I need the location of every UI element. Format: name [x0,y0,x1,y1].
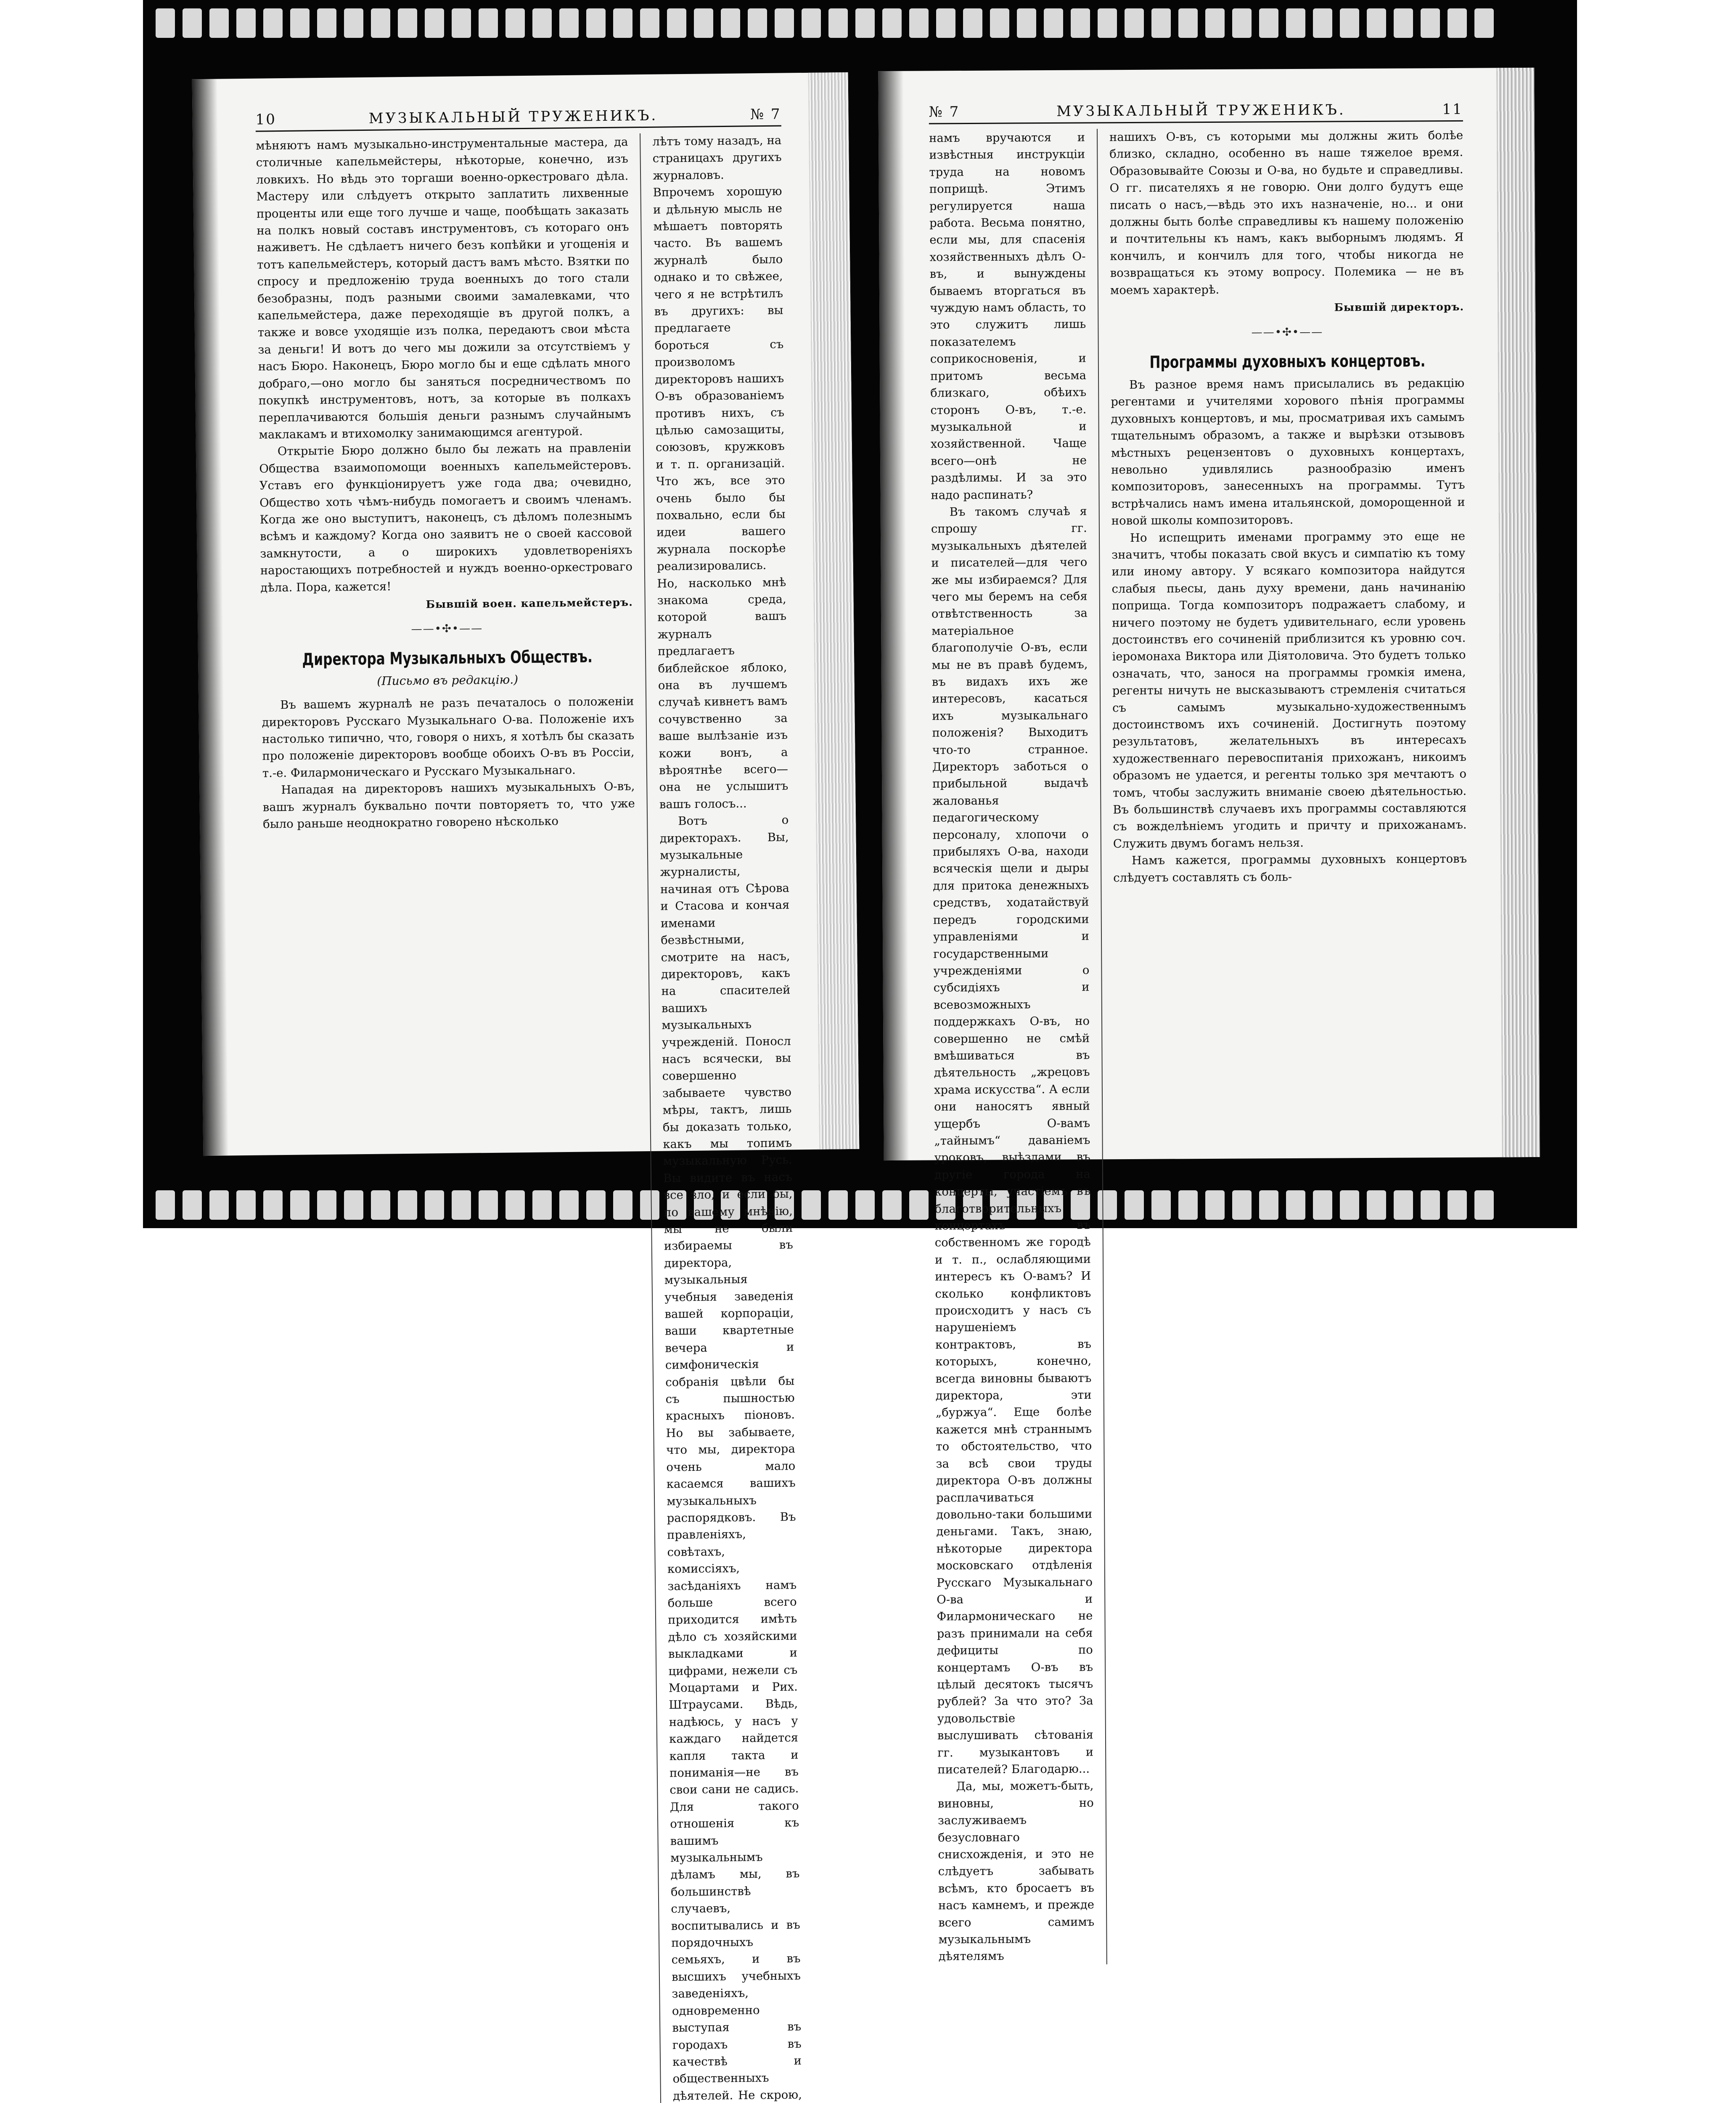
gutter-shadow [878,71,909,1160]
paragraph: Намъ кажется, программы духовныхъ концертовъ слѣдуетъ составлять съ боль- [1113,852,1467,885]
paragraph: Вотъ о директорахъ. Вы, музыкальные журналисты, начиная отъ Сѣрова и Стасова и кончая именами безвѣстными, смотрите на насъ, директоровъ, какъ на спасителей вашихъ музыкальныхъ учрежденій. Поносл насъ всячески, вы совершенно забываете чувство мѣры, тактъ, лишь бы доказать только, какъ мы топимъ музыкальную Русь. Вы видите въ насъ все зло, и если бы, по вашему мнѣнію, мы не были избираемы въ директора, музыкальныя учебныя заведенія вашей корпораціи, ваши квартетные вечера и симфоническія собранія цвѣли бы съ пышностью красныхъ піоновъ. Но вы забываете, что мы, директора очень мало касаемся вашихъ музыкальныхъ распорядковъ. Въ правленіяхъ, совѣтахъ, комиссіяхъ, засѣданіяхъ намъ больше всего приходится имѣть дѣло съ хозяйскими выкладками и цифрами, нежели съ Моцартами и Рих. Штраусами. Вѣдь, надѣюсь, у насъ у каждаго найдется капля такта и пониманія—не въ свои сани не садись. Для такого отношенія къ вашимъ музыкальнымъ дѣламъ мы, въ большинствѣ случаевъ, воспитывались и въ порядочныхъ семьяхъ, и въ высшихъ учебныхъ заведеніяхъ, одновременно выступая въ городахъ въ качествѣ и общественныхъ дѣятелей. Не скрою, [659,813,802,2103]
section-ornament: ——•✣•—— [1251,326,1323,339]
column-2 [652,132,805,2103]
journal-title: МУЗЫКАЛЬНЫЙ ТРУЖЕНИКЪ. [1056,101,1346,120]
issue-number: № 7 [750,106,781,123]
right-page [878,68,1540,1963]
article-subtitle: (Письмо въ редакцію.) [377,672,519,688]
article-signature: Бывшій воен. капельмейстеръ. [426,596,633,611]
page-number: 11 [1442,101,1463,118]
article-title: Программы духовныхъ концертовъ. [1149,351,1426,372]
paragraph: Но испещрить именами программу это еще не значитъ, чтобы показать свой вкусъ и симпатію къ тому или иному автору. У всякаго композитора найдутся слабыя пьесы, дань духу времени, дань начинанію поприща. Тогда композиторъ подражаетъ слабому, и ничего поэтому не будетъ удивительнаго, если уровень достоинствъ его сочиненій приблизится къ уровню соч. іеромонаха Виктора или Діятоловича. Это будетъ только означать, что, занося на программы громкія имена, регенты ничуть не высказываютъ стремленія считаться съ самымъ музыкально-художественнымъ достоинствомъ ихъ сочиненій. Достигнуть поэтому результатовъ, желательныхъ въ интересахъ художественнаго перевоспитанія прихожанъ, никоимъ образомъ не удается, и регенты только зря мечтаютъ о томъ, чтобы заслужить вниманіе своею дѣятельностью. Въ большинствѣ случаевъ ихъ программы составляются съ вожделѣніемъ угодить и причту и прихожанамъ. Служить двумъ богамъ нельзя. [1111,529,1467,851]
section-ornament: ——•✣•—— [411,622,483,636]
column-1 [929,129,1095,1965]
journal-title: МУЗЫКАЛЬНЫЙ ТРУЖЕНИКЪ. [368,107,658,127]
running-head [255,98,781,132]
column-2 [1109,127,1473,1964]
column-1 [256,133,651,2103]
paragraph: нашихъ О-въ, съ которыми мы должны жить болѣе близко, складно, особенно въ наше тяжелое время. Образовывайте Союзы и О-ва, но будьте и справедливы. О гг. писателяхъ я не говорю. Они долго будутъ еще писать о насъ,—вѣдь это ихъ назначеніе, но... и они должны быть болѣе справедливы къ нашему положенію и почтительны къ намъ, какъ выборнымъ людямъ. Я кончилъ, и кончилъ для того, чтобы никогда не возвращаться къ этому вопросу. Полемика — не въ моемъ характерѣ. [1109,128,1464,297]
paragraph: Въ разное время намъ присылались въ редакцію регентами и учителями хорового пѣнія программы духовныхъ концертовъ, и мы, просматривая ихъ самымъ тщательнымъ образомъ, а также и вырѣзки отзывовъ мѣстныхъ рецензентовъ о духовныхъ концертахъ, невольно удивлялись разнообразію именъ композиторовъ, занесенныхъ на программы. Тутъ встрѣчались намъ имена итальянской, доморощенной и новой школы композиторовъ. [1111,376,1465,528]
issue-number: № 7 [929,103,960,121]
paragraph: Въ вашемъ журналѣ не разъ печаталось о положеніи директоровъ Русскаго Музыкальнаго О-ва. Положеніе ихъ настолько типично, что, говоря о нихъ, я хотѣлъ бы сказать про положеніе директоровъ вообще обоихъ О-въ въ Россіи, т.-е. Филармоническаго и Русскаго Музыкальнаго. [262,694,635,780]
film-perforations-top [143,0,1577,46]
article-signature: Бывшій директоръ. [1334,300,1464,314]
page-number: 10 [255,111,277,128]
paragraph: Нападая на директоровъ нашихъ музыкальныхъ О-въ, вашъ журналъ буквально почти повторяетъ то, что уже было раньше неоднократно говорено нѣсколько [262,779,635,831]
running-head [929,93,1463,124]
paragraph: лѣтъ тому назадъ, на страницахъ другихъ журналовъ. Впрочемъ хорошую и дѣльную мысль не мѣшаетъ повторять часто. Въ вашемъ журналѣ было однако и то свѣжее, чего я не встрѣтилъ въ другихъ: вы предлагаете бороться съ произволомъ директоровъ нашихъ О-въ образованіемъ противъ нихъ, съ цѣлью самозащиты, союзовъ, кружковъ и т. п. организацій. Что жъ, все это очень было бы похвально, если бы идеи вашего журнала поскорѣе реализировались. Но, насколько мнѣ знакома среда, которой вашъ журналъ предлагаетъ библейское яблоко, она въ лучшемъ случаѣ кивнетъ вамъ сочувственно за ваше вылѣзаніе изъ кожи вонъ, а вѣроятнѣе всего—она не услышитъ вашъ голосъ... [652,133,789,811]
paragraph: намъ вручаются и извѣстныя инструкціи труда на новомъ поприщѣ. Этимъ регулируется наша работа. Весьма понятно, если мы, для спасенія хозяйственныхъ дѣлъ О-въ, и вынуждены бываемъ вторгаться въ чуждую намъ область, то это служитъ лишь показателемъ соприкосновенія, и притомъ весьма близкаго, обѣихъ сторонъ О-въ, т.-е. музыкальной и хозяйственной. Чаще всего—онѣ не раздѣлимы. И за это надо распинать? [929,130,1087,502]
column-divider [1097,129,1107,1964]
article-title: Директора Музыкальныхъ Обществъ. [302,647,593,670]
left-page [192,72,860,2103]
paragraph: Въ такомъ случаѣ я спрошу гг. музыкальныхъ дѣятелей и писателей—для чего же мы избираемся? Для чего мы беремъ на себя отвѣтственность за матеріальное благополучіе О-въ, если мы не въ правѣ будемъ, въ видахъ ихъ же интересовъ, касаться ихъ музыкальнаго положенія? Выходитъ что-то странное. Директоръ заботься о прибыльной выдачѣ жалованья педагогическому персоналу, хлопочи о прибыляхъ О-ва, находи всяческія щели и дыры для притока денежныхъ средствъ, ходатайствуй передъ городскими управленіями и государственными учрежденіями о субсидіяхъ и всевозможныхъ поддержкахъ О-въ, но совершенно не смѣй вмѣшиваться въ дѣятельность „жрецовъ храма искусства“. А если они наносятъ явный ущербъ О-вамъ „тайнымъ“ даваніемъ уроковъ, выѣздами въ другіе города на концерты, участіемъ въ благотворительныхъ концертахъ въ собственномъ же городѣ и т. п., ослабляющими интересъ къ О-вамъ? И сколько конфликтовъ происходитъ у насъ съ нарушеніемъ контрактовъ, въ которыхъ, конечно, всегда виновны бываютъ директора, эти „буржуа“. Еще болѣе кажется мнѣ страннымъ то обстоятельство, что за всѣ свои труды директора О-въ должны расплачиваться довольно-таки большими деньгами. Такъ, знаю, нѣкоторые директора московскаго отдѣленія Русскаго Музыкальнаго О-ва и Филармоническаго не разъ принимали на себя дефициты по концертамъ О-въ въ цѣлый десятокъ тысячъ рублей? За что это? За удовольствіе выслушивать сѣтованія гг. музыкантовъ и писателей? Благодарю... [931,504,1094,1777]
text-columns [256,132,805,2103]
paragraph: Открытіе Бюро должно было бы лежать на правленіи Общества взаимопомощи военныхъ капельмейстеровъ. Уставъ его функціонируетъ уже года два; очевидно, Общество хоть чѣмъ-нибудь помогаетъ и своимъ членамъ. Когда же оно выступитъ, наконецъ, съ дѣломъ полезнымъ всѣмъ и каждому? Когда оно заявитъ не о своей кассовой замкнутости, а о широкихъ удовлетвореніяхъ наростающихъ потребностей и нуждъ военно-оркестроваго дѣла. Пора, кажется! [259,441,633,595]
text-columns [929,127,1473,1965]
paragraph: Да, мы, можетъ-быть, виновны, но заслуживаемъ безусловнаго снисхожденія, и это не слѣдуетъ забывать всѣмъ, кто бросаетъ въ насъ камнемъ, и прежде всего самимъ музыкальнымъ дѣятелямъ [937,1779,1095,1963]
page-edges [1496,68,1540,1157]
paragraph: мѣняютъ намъ музыкально-инструментальные мастера, да столичные капельмейстеры, нѣкоторые, конечно, изъ ловкихъ. Но вѣдь это торгаши военно-оркестроваго дѣла. Мастеру или слѣдуетъ открыто заплатить лихвенные проценты или еще того лучше и чаще, пообѣщать заказать на полкъ новый составъ инструментовъ, съ котораго онъ наживетъ. Не сдѣлаетъ ничего безъ копѣйки и угощенія и тотъ капельмейстеръ, который дастъ вамъ мѣсто. Взятки по спросу и предложенію труда военныхъ до того стали безобразны, подъ разными своими замалевками, что капельмейстера, даже переходящіе въ другой полкъ, а также и вовсе уходящіе изъ полка, передаютъ свои мѣста за деньги! И вотъ до чего мы дожили за отсутствіемъ у насъ Бюро. Наконецъ, Бюро могло бы и еще сдѣлать много добраго,—оно могло бы заняться посредничествомъ по покупкѣ инструментовъ, нотъ, за которые въ полкахъ переплачиваются большія деньги разнымъ случайнымъ маклакамъ и втихомолку занимающимся агентурой. [256,135,631,442]
